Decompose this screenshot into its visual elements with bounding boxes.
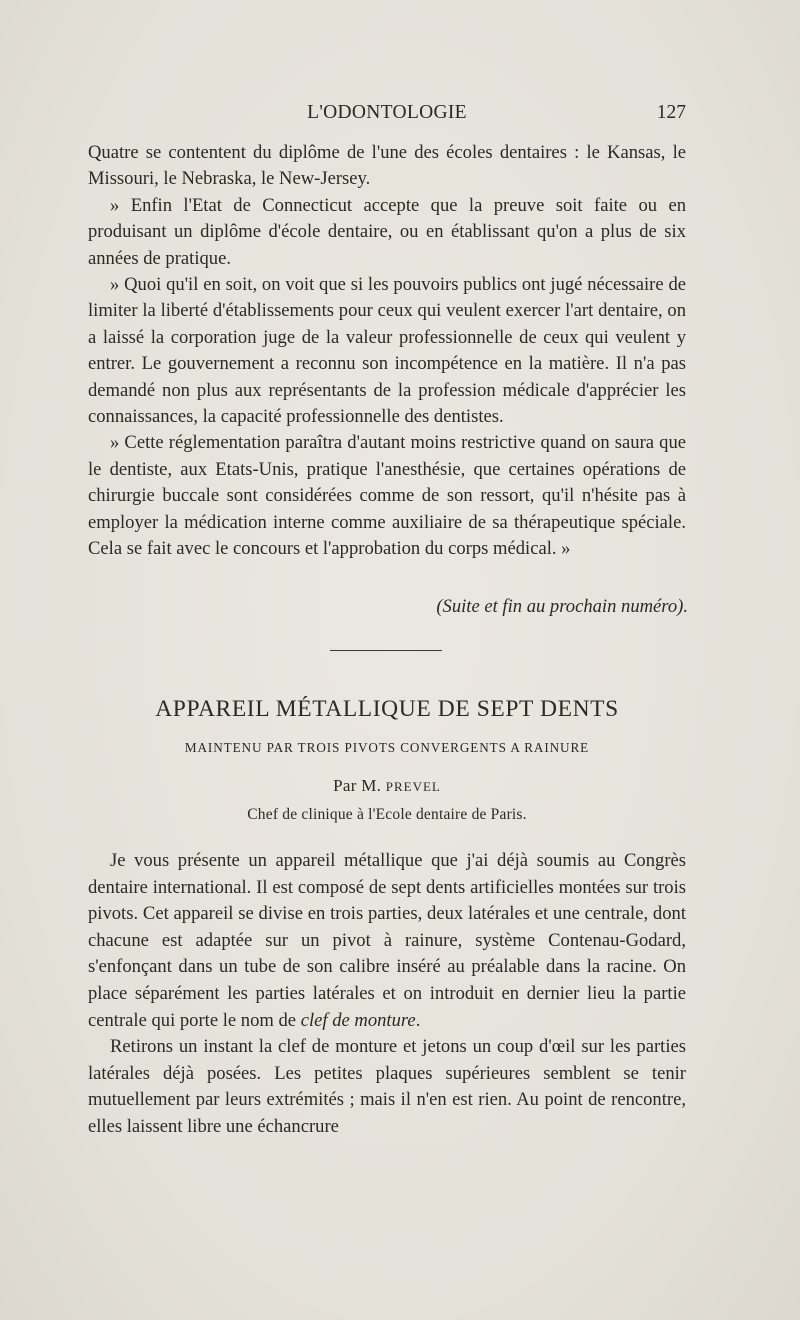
section-divider bbox=[330, 650, 442, 651]
article-paragraph-1-end: . bbox=[415, 1009, 421, 1031]
continuation-note: (Suite et fin au prochain numéro). bbox=[436, 596, 688, 617]
article-body bbox=[88, 848, 686, 1141]
running-title: L'ODONTOLOGIE bbox=[307, 102, 467, 123]
article-title: APPAREIL MÉTALLIQUE DE SEPT DENTS bbox=[155, 696, 619, 722]
intro-paragraph-4: » Cette réglementation paraîtra d'autant moins restrictive quand on saura que le dentiste, aux Etats-Unis, pratique l'anesthésie, que certaines opérations de chirurgie buccale sont considérées comme de son ressort, qu'il n'hésite pas à employer la médication interne comme auxiliaire de sa thérapeutique spéciale. Cela se fait avec le concours et l'approbation du corps médical. » bbox=[88, 432, 686, 560]
intro-paragraph-3: » Quoi qu'il en soit, on voit que si les pouvoirs publics ont jugé nécessaire de limiter la liberté d'établissements pour ceux qui veulent exercer l'art dentaire, on a laissé la corporation juge de la valeur professionnelle de ceux qui veulent y entrer. Le gouvernement a reconnu son incompétence en la matière. Il n'a pas demandé non plus aux représentants de la profession médicale d'apprécier les connaissances, la capacité professionnelle des dentistes. bbox=[88, 274, 686, 428]
article-subtitle: MAINTENU PAR TROIS PIVOTS CONVERGENTS A RAINURE bbox=[184, 740, 590, 755]
article-paragraph-1 bbox=[88, 848, 686, 1034]
author-affiliation: Chef de clinique à l'Ecole dentaire de Paris. bbox=[247, 806, 527, 823]
running-head bbox=[88, 102, 686, 130]
page-number: 127 bbox=[656, 102, 686, 123]
byline-prefix: Par M. bbox=[333, 776, 386, 795]
article-paragraph-1-italic: clef de monture bbox=[300, 1009, 416, 1031]
intro-paragraph-2: » Enfin l'Etat de Connecticut accepte que la preuve soit faite ou en produisant un diplôme d'école dentaire, ou en établissant qu'on a plus de six années de pratique. bbox=[88, 194, 686, 269]
article-paragraph-1-text: Je vous présente un appareil métallique que j'ai déjà soumis au Congrès dentaire international. Il est composé de sept dents artificielles montées sur trois pivots. Cet appareil se divise en trois parties, deux latérales et une centrale, dont chacune est adaptée sur un pivot à rainure, système Contenau-Godard, s'enfonçant dans un tube de son calibre inséré au préalable dans la racine. On place séparément les parties latérales et on introduit en dernier lieu la partie centrale qui porte le nom de bbox=[88, 850, 686, 1031]
byline bbox=[88, 776, 686, 796]
intro-paragraph-1: Quatre se contentent du diplôme de l'une des écoles dentaires : le Kansas, le Missouri, le Nebraska, le New-Jersey. bbox=[88, 142, 686, 190]
intro-text bbox=[88, 140, 686, 563]
article-paragraph-2: Retirons un instant la clef de monture et jetons un coup d'œil sur les parties latérales déjà posées. Les petites plaques supérieures semblent se tenir mutuellement par leurs extrémités ; mais il n'en est rien. Au point de rencontre, elles laissent libre une échancrure bbox=[88, 1036, 686, 1137]
author-name: PREVEL bbox=[385, 779, 441, 794]
